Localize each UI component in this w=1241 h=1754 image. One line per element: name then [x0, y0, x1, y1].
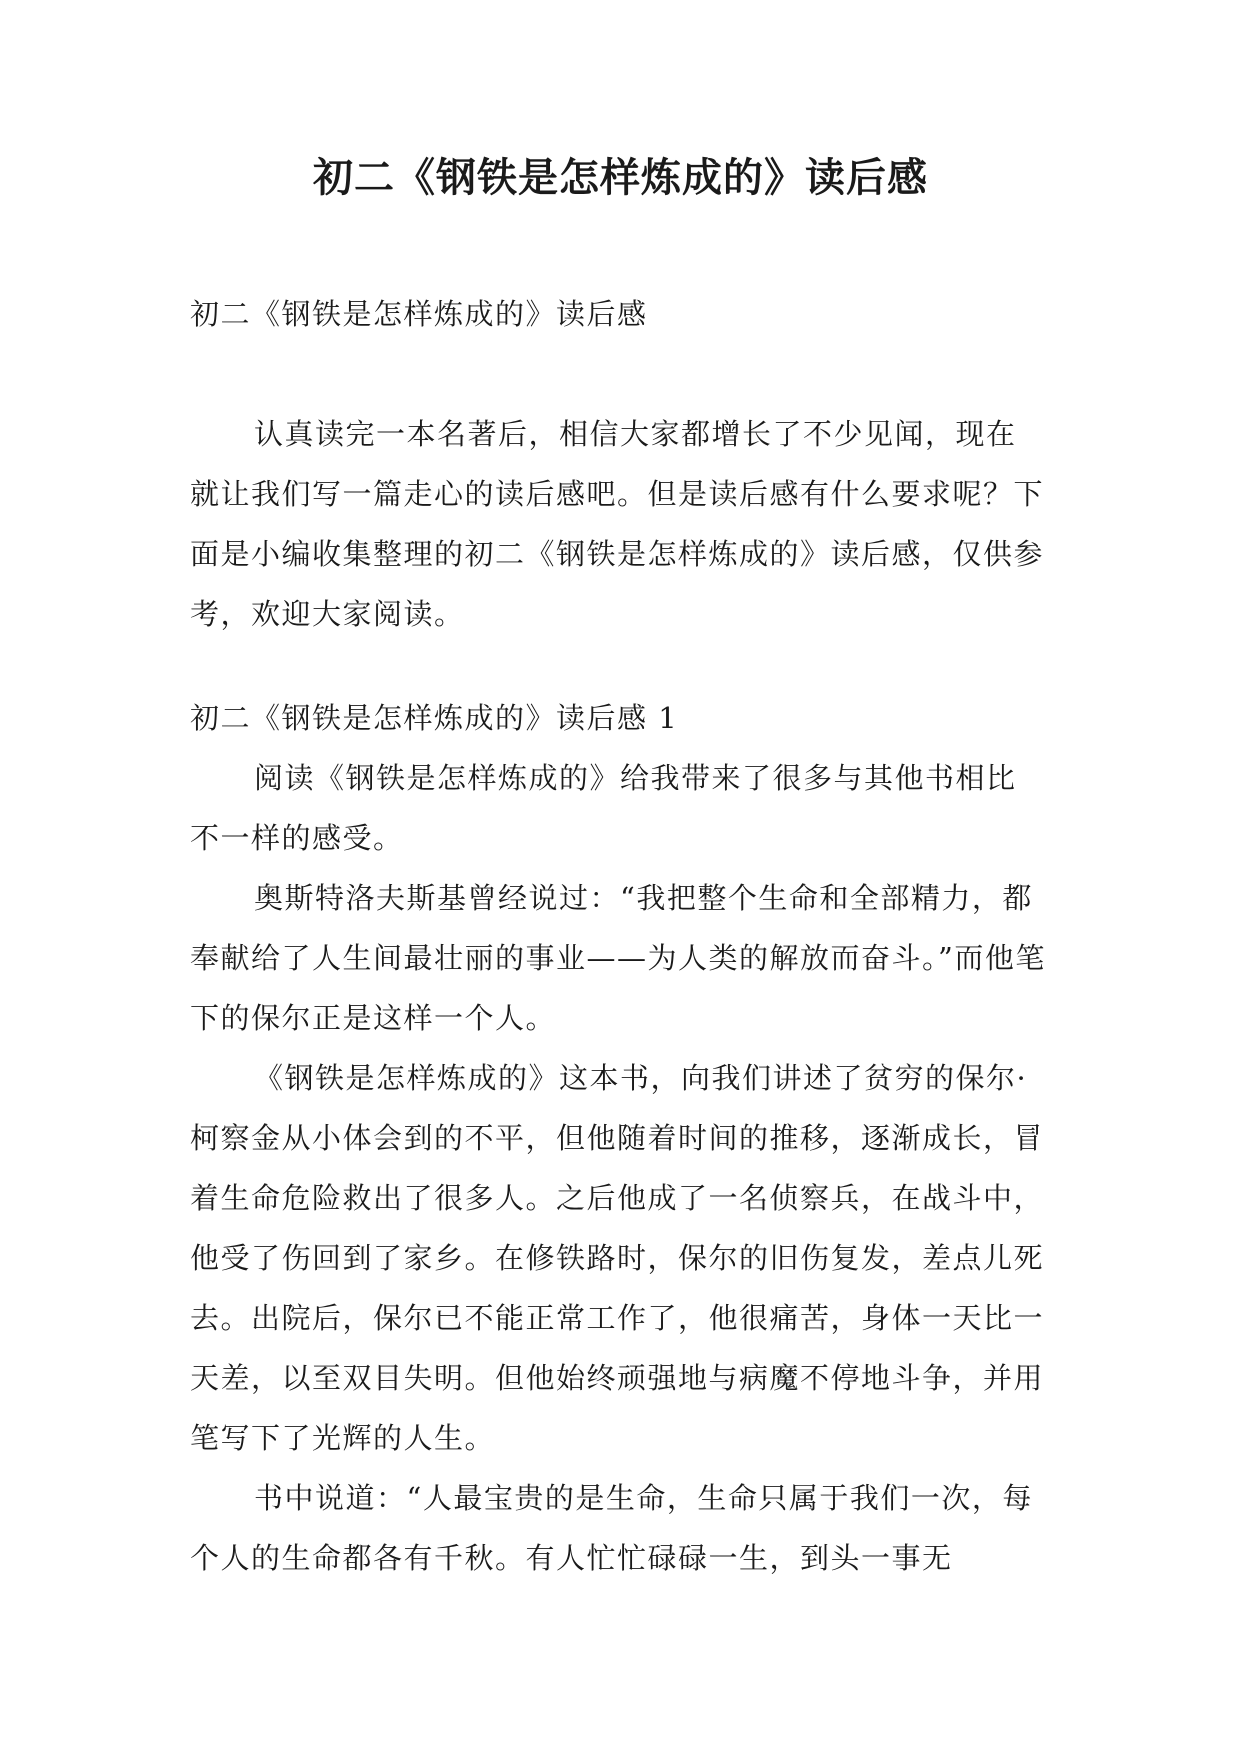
essay-heading: 初二《钢铁是怎样炼成的》读后感 1 [190, 701, 679, 735]
essay-paragraph: 书中说道：“人最宝贵的是生命，生命只属于我们一次，每个人的生命都各有千秋。有人忙忙碌碌一生，到头一事无 [190, 1481, 1033, 1575]
intro-section [190, 404, 1046, 644]
intro-heading: 初二《钢铁是怎样炼成的》读后感 [190, 297, 648, 331]
essay-paragraph: 奥斯特洛夫斯基曾经说过：“我把整个生命和全部精力，都奉献给了人生间最壮丽的事业——为人类的解放而奋斗。”而他笔下的保尔正是这样一个人。 [190, 881, 1046, 1035]
essay-section [190, 748, 1046, 1588]
essay-paragraph: 《钢铁是怎样炼成的》这本书，向我们讲述了贫穷的保尔·柯察金从小体会到的不平，但他随着时间的推移，逐渐成长，冒着生命危险救出了很多人。之后他成了一名侦察兵，在战斗中，他受了伤回到了家乡。在修铁路时，保尔的旧伤复发，差点儿死去。出院后，保尔已不能正常工作了，他很痛苦，身体一天比一天差，以至双目失明。但他始终顽强地与病魔不停地斗争，并用笔写下了光辉的人生。 [190, 1061, 1045, 1455]
essay-paragraph: 阅读《钢铁是怎样炼成的》给我带来了很多与其他书相比不一样的感受。 [190, 761, 1017, 855]
intro-paragraph: 认真读完一本名著后，相信大家都增长了不少见闻，现在就让我们写一篇走心的读后感吧。但是读后感有什么要求呢？下面是小编收集整理的初二《钢铁是怎样炼成的》读后感，仅供参考，欢迎大家阅读。 [190, 417, 1045, 631]
document-title: 初二《钢铁是怎样炼成的》读后感 [313, 155, 928, 201]
